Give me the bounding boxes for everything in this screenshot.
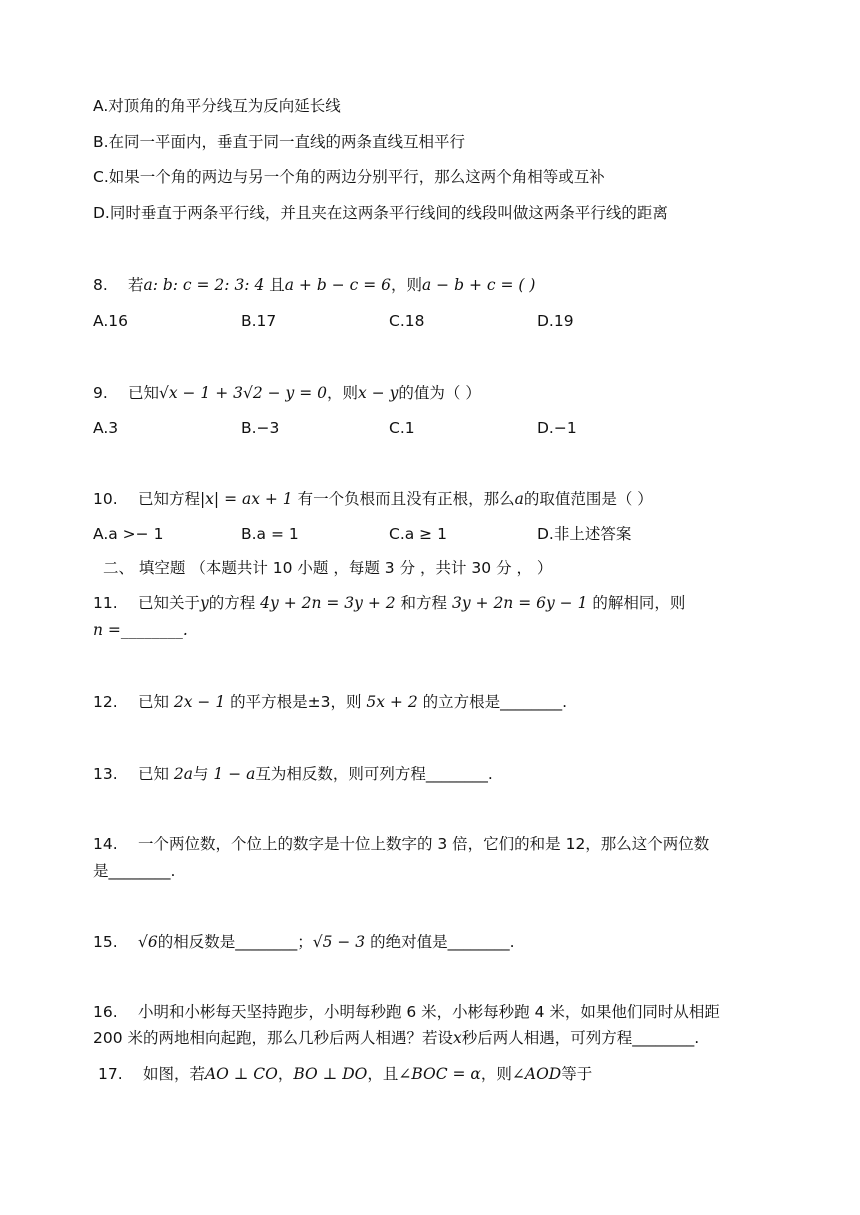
q16-stem-line2: 200 米的两地相向起跑，那么几秒后两人相遇？若设x秒后两人相遇，可列方程________. xyxy=(93,1029,700,1047)
choice-d: D.19 xyxy=(537,312,574,330)
ratio-expression: a: b: c = 2: 3: 4 xyxy=(143,276,265,294)
choice-a: A.3 xyxy=(93,419,119,437)
q15-stem: 15. √6的相反数是________；√5 − 3 的绝对值是________. xyxy=(93,933,515,951)
q7-option-b: B.在同一平面内，垂直于同一直线的两条直线互相平行 xyxy=(93,133,466,151)
q9-stem: 9. 已知√x − 1 + 3√2 − y = 0，则x − y的值为（ ） xyxy=(93,384,481,402)
q11-stem-line1: 11. 已知关于y的方程 4y + 2n = 3y + 2 和方程 3y + 2n = 6y − 1 的解相同，则 xyxy=(93,594,686,612)
question-number: 14. xyxy=(93,835,118,853)
question-number: 12. xyxy=(93,693,118,711)
q14-stem-line2: 是________. xyxy=(93,862,176,880)
choice-b: B.−3 xyxy=(241,419,280,437)
condition-expression: a + b − c = 6 xyxy=(284,276,391,294)
q10-stem: 10. 已知方程|x| = ax + 1 有一个负根而且没有正根，那么a的取值范围是（ ） xyxy=(93,490,653,508)
question-number: 10. xyxy=(93,490,118,508)
equation-1: 4y + 2n = 3y + 2 xyxy=(260,594,396,612)
q13-stem: 13. 已知 2a与 1 − a互为相反数，则可列方程________. xyxy=(93,765,493,783)
q14-stem-line1: 14. 一个两位数，个位上的数字是十位上数字的 3 倍，它们的和是 12，那么这个两位数 xyxy=(93,835,710,853)
question-number: 15. xyxy=(93,933,118,951)
q17-stem: 17. 如图，若AO ⊥ CO，BO ⊥ DO，且∠BOC = α，则∠AOD等于 xyxy=(98,1065,593,1083)
q12-stem: 12. 已知 2x − 1 的平方根是±3，则 5x + 2 的立方根是________. xyxy=(93,693,568,711)
q10-choices xyxy=(93,523,793,545)
q7-option-a: A.对顶角的角平分线互为反向延长线 xyxy=(93,97,341,115)
choice-c: C.18 xyxy=(389,312,425,330)
q11-stem-line2: n =________. xyxy=(93,621,188,639)
choice-d: D.−1 xyxy=(537,419,577,437)
section-header: 二、 填空题 （本题共计 10 小题 ，每题 3 分 ，共计 30 分 ， ） xyxy=(103,559,553,577)
question-number: 16. xyxy=(93,1003,118,1021)
target-expression: x − y xyxy=(358,384,399,402)
choice-b: B.17 xyxy=(241,312,277,330)
q8-stem: 8. 若a: b: c = 2: 3: 4 且a + b − c = 6，则a − b + c = ( ) xyxy=(93,276,536,294)
choice-a: A.a >− 1 xyxy=(93,525,164,543)
question-number: 13. xyxy=(93,765,118,783)
choice-a: A.16 xyxy=(93,312,128,330)
question-number: 17. xyxy=(98,1065,123,1083)
q7-option-c: C.如果一个角的两边与另一个角的两边分别平行，那么这两个角相等或互补 xyxy=(93,168,605,186)
q8-choices xyxy=(93,310,793,332)
question-number: 9. xyxy=(93,384,108,402)
equation: |x| = ax + 1 xyxy=(199,490,293,508)
question-number: 8. xyxy=(93,276,108,294)
q16-stem-line1: 16. 小明和小彬每天坚持跑步，小明每秒跑 6 米，小彬每秒跑 4 米，如果他们同时从相距 xyxy=(93,1003,720,1021)
radical-equation: √x − 1 + 3√2 − y = 0 xyxy=(158,384,328,402)
question-number: 11. xyxy=(93,594,118,612)
q7-option-d: D.同时垂直于两条平行线，并且夹在这两条平行线间的线段叫做这两条平行线的距离 xyxy=(93,204,668,222)
choice-c: C.1 xyxy=(389,419,415,437)
target-expression: a − b + c = ( ) xyxy=(422,276,536,294)
choice-b: B.a = 1 xyxy=(241,525,299,543)
choice-d: D.非上述答案 xyxy=(537,525,632,543)
q9-choices xyxy=(93,417,793,439)
choice-c: C.a ≥ 1 xyxy=(389,525,447,543)
equation-2: 3y + 2n = 6y − 1 xyxy=(451,594,588,612)
